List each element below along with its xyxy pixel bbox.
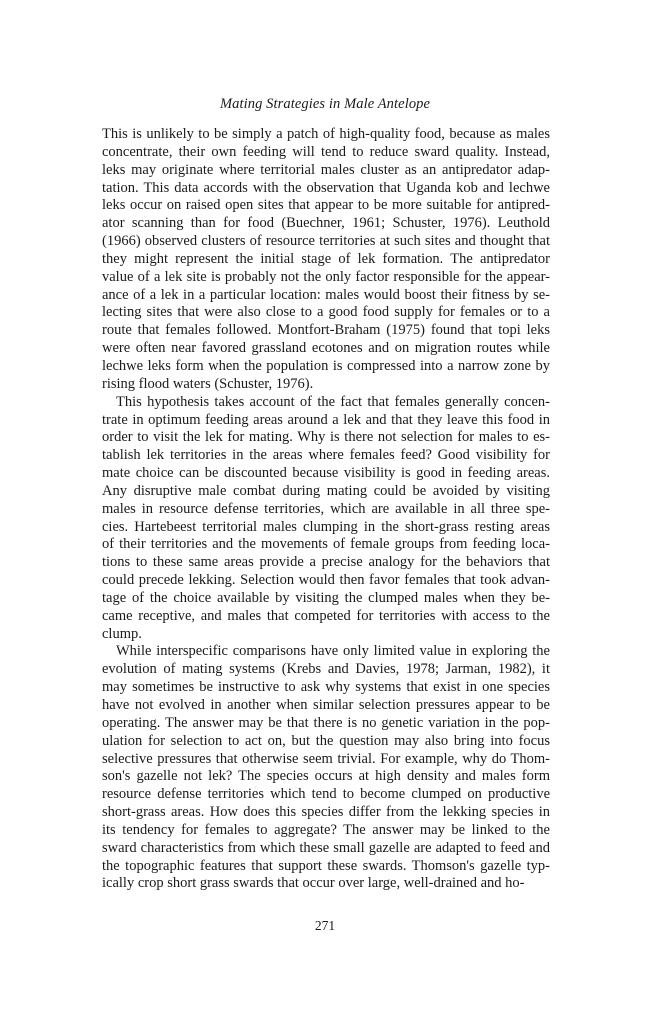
text-line: resource defense territories which tend to become clumped on productive [102, 786, 550, 803]
text-line: tage of the choice available by visiting the clumped males when they be- [102, 589, 550, 606]
text-line: ically crop short grass swards that occur over large, well-drained and ho- [102, 875, 525, 892]
text-line: tablish lek territories in the areas where females feed? Good visibility for [102, 447, 550, 464]
text-line: operating. The answer may be that there is no genetic variation in the pop- [102, 714, 550, 731]
text-line: mate choice can be discounted because visibility is good in feeding areas. [102, 465, 550, 482]
text-line: leks may originate where territorial males cluster as an antipredator adap- [102, 161, 550, 178]
body-text [102, 126, 550, 893]
text-line: While interspecific comparisons have only limited value in exploring the [116, 643, 550, 660]
text-line: Any disruptive male combat during mating could be avoided by visiting [102, 482, 550, 499]
paragraph [102, 394, 550, 644]
text-line: tation. This data accords with the observation that Uganda kob and lechwe [102, 179, 550, 196]
text-line: have not evolved in another when similar selection pressures appear to be [102, 697, 550, 713]
text-line: ator scanning than for food (Buechner, 1961; Schuster, 1976). Leuthold [102, 215, 550, 232]
text-line: may sometimes be instructive to ask why systems that exist in one species [102, 679, 550, 696]
text-line: clump. [102, 625, 142, 642]
text-line: its tendency for females to aggregate? The answer may be linked to the [102, 821, 550, 838]
text-line: of their territories and the movements of female groups from feeding loca- [102, 536, 550, 553]
text-line: lecting sites that were also close to a good food supply for females or to a [102, 304, 550, 321]
text-line: ance of a lek in a particular location: males would boost their fitness by se- [102, 286, 550, 303]
text-line: males in resource defense territories, which are available in all three spe- [102, 500, 550, 517]
text-line: trate in optimum feeding areas around a lek and that they leave this food in [102, 411, 550, 428]
text-line: value of a lek site is probably not the only factor responsible for the appear- [102, 268, 550, 285]
text-line: (1966) observed clusters of resource territories at such sites and thought that [102, 233, 550, 250]
text-line: lechwe leks form when the population is compressed into a narrow zone by [102, 357, 550, 374]
text-line: ulation for selection to act on, but the question may also bring into focus [102, 732, 550, 749]
text-line: cies. Hartebeest territorial males clumping in the short-grass resting areas [102, 518, 550, 535]
text-line: This is unlikely to be simply a patch of high-quality food, because as males [102, 126, 550, 142]
text-line: tions to these same areas provide a precise analogy for the behaviors that [102, 554, 550, 571]
text-line: sward characteristics from which these small gazelle are adapted to feed and [102, 839, 550, 856]
text-line: evolution of mating systems (Krebs and Davies, 1978; Jarman, 1982), it [102, 661, 550, 678]
text-line: could precede lekking. Selection would then favor females that took advan- [102, 572, 550, 589]
paragraph [102, 643, 550, 893]
text-line: concentrate, their own feeding will tend to reduce sward quality. Instead, [102, 143, 550, 160]
text-line: son's gazelle not lek? The species occurs at high density and males form [102, 768, 550, 785]
paragraph [102, 126, 550, 394]
text-line: order to visit the lek for mating. Why is there not selection for males to es- [102, 429, 550, 446]
text-line: the topographic features that support these swards. Thomson's gazelle typ- [102, 857, 550, 874]
text-line: they might represent the initial stage of lek formation. The antipredator [102, 250, 550, 267]
text-line: were often near favored grassland ecotones and on migration routes while [102, 340, 550, 357]
text-line: route that females followed. Montfort-Braham (1975) found that topi leks [102, 322, 550, 339]
text-line: came receptive, and males that competed for territories with access to the [102, 607, 550, 624]
page-number: 271 [314, 918, 336, 933]
text-line: short-grass areas. How does this species differ from the lekking species in [102, 804, 550, 821]
text-line: rising flood waters (Schuster, 1976). [102, 375, 314, 392]
running-head: Mating Strategies in Male Antelope [219, 96, 431, 112]
text-line: leks occur on raised open sites that appear to be more suitable for antipred- [102, 197, 550, 214]
text-line: selective pressures that otherwise seem trivial. For example, why do Thom- [102, 750, 550, 767]
text-line: This hypothesis takes account of the fact that females generally concen- [116, 393, 550, 410]
